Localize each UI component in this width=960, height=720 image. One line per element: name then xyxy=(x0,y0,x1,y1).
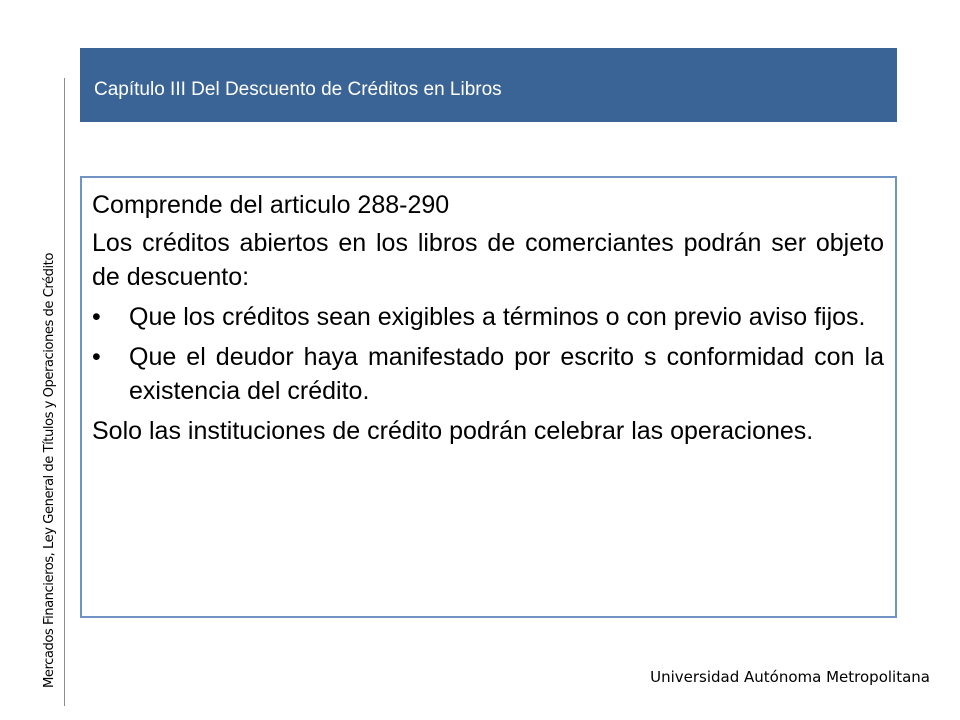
bullet-item xyxy=(92,340,884,408)
title-banner xyxy=(80,48,897,122)
content-closing: Solo las instituciones de crédito podrán celebrar las operaciones. xyxy=(92,417,814,445)
bullet-item xyxy=(92,300,884,334)
bullet-text: Que el deudor haya manifestado por escrito s conformidad con la existencia del crédito. xyxy=(129,343,884,405)
footer-institution: Universidad Autónoma Metropolitana xyxy=(650,668,930,686)
sidebar-caption: Mercados Financieros, Ley General de Títulos y Operaciones de Crédito xyxy=(42,253,57,688)
content-box xyxy=(80,176,897,618)
content-intro: Los créditos abiertos en los libros de comerciantes podrán ser objeto de descuento: xyxy=(92,229,884,291)
sidebar-divider xyxy=(64,78,65,706)
bullet-icon: • xyxy=(92,303,101,331)
slide-title: Capítulo III Del Descuento de Créditos en Libros xyxy=(94,79,502,100)
content-heading: Comprende del articulo 288-290 xyxy=(92,191,450,219)
bullet-text: Que los créditos sean exigibles a términos o con previo aviso fijos. xyxy=(129,303,866,331)
bullet-icon: • xyxy=(92,343,101,371)
